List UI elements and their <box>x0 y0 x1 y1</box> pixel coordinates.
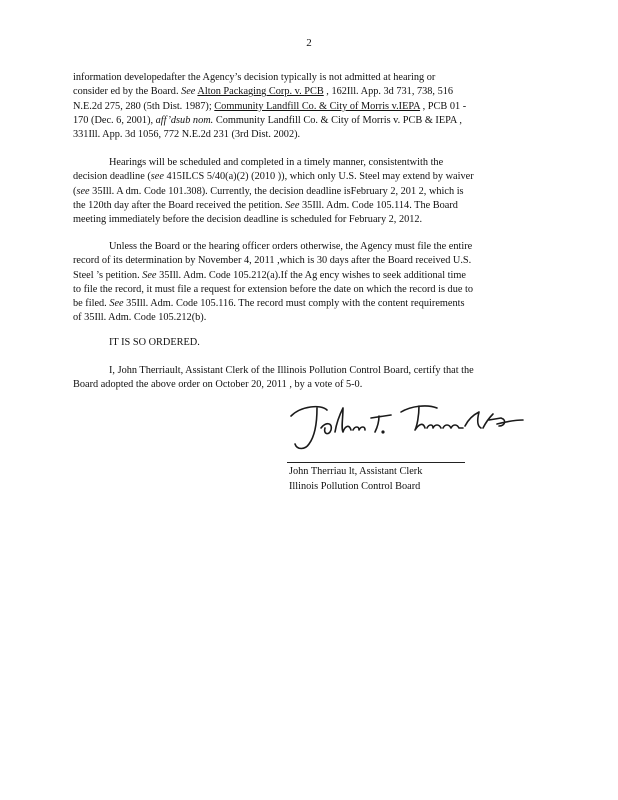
text-line: consider ed by the Board. See Alton Packaging Corp. v. PCB , 162Ill. App. 3d 731, 738, 516 <box>73 86 454 98</box>
text-line: Steel ’s petition. See 35Ill. Adm. Code 105.212(a).If the Ag ency wishes to seek additional time <box>73 269 466 281</box>
case-citation: Alton Packaging Corp. v. PCB <box>197 86 324 98</box>
paragraph-certification <box>73 364 545 393</box>
paragraph-hearings <box>73 156 545 227</box>
paragraph-evidence-rule <box>73 71 545 142</box>
text-line: of 35Ill. Adm. Code 105.212(b). <box>73 312 207 324</box>
text-line: 331Ill. App. 3d 1056, 772 N.E.2d 231 (3rd Dist. 2002). <box>73 129 301 141</box>
signer-name: John Therriau lt, Assistant Clerk <box>289 466 423 477</box>
text-line: decision deadline (see 415ILCS 5/40(a)(2) (2010 )), which only U.S. Steel may extend by waiver <box>73 171 474 183</box>
text-line: Unless the Board or the hearing officer orders otherwise, the Agency must file the entire <box>109 241 473 252</box>
text-line: N.E.2d 275, 280 (5th Dist. 1987); Community Landfill Co. & City of Morris v.IEPA , PCB 01 - <box>73 100 467 112</box>
text-line: the 120th day after the Board received the petition. See 35Ill. Adm. Code 105.114. The Board <box>73 199 458 211</box>
handwritten-signature <box>287 398 527 458</box>
text-line: Board adopted the above order on October 20, 2011 , by a vote of 5-0. <box>73 379 363 391</box>
page-number: 2 <box>306 37 312 49</box>
case-citation: Community Landfill Co. & City of Morris v.IEPA <box>214 100 421 112</box>
order-statement: IT IS SO ORDERED. <box>109 337 200 348</box>
paragraph-record-filing <box>73 240 545 326</box>
signature-line <box>287 462 465 463</box>
text-line: information developedafter the Agency’s decision typically is not admitted at hearing or <box>73 72 436 83</box>
text-line: to file the record, it must file a request for extension before the date on which the record is due to <box>73 283 474 295</box>
text-line: I, John Therriault, Assistant Clerk of the Illinois Pollution Control Board, certify that the <box>109 365 474 376</box>
text-line: 170 (Dec. 6, 2001), aff’dsub nom. Community Landfill Co. & City of Morris v. PCB & IEPA , <box>73 114 462 126</box>
text-line: Hearings will be scheduled and completed in a timely manner, consistentwith the <box>109 157 444 168</box>
text-line: (see 35Ill. A dm. Code 101.308). Currently, the decision deadline isFebruary 2, 201 2, which is <box>73 185 464 197</box>
signer-title: Illinois Pollution Control Board <box>289 481 421 492</box>
text-line: record of its determination by November 4, 2011 ,which is 30 days after the Board received U.S. <box>73 255 472 267</box>
text-line: meeting immediately before the decision deadline is scheduled for February 2, 2012. <box>73 214 423 226</box>
signature-block <box>289 464 422 494</box>
text-line: be filed. See 35Ill. Adm. Code 105.116. The record must comply with the content requirements <box>73 298 465 310</box>
